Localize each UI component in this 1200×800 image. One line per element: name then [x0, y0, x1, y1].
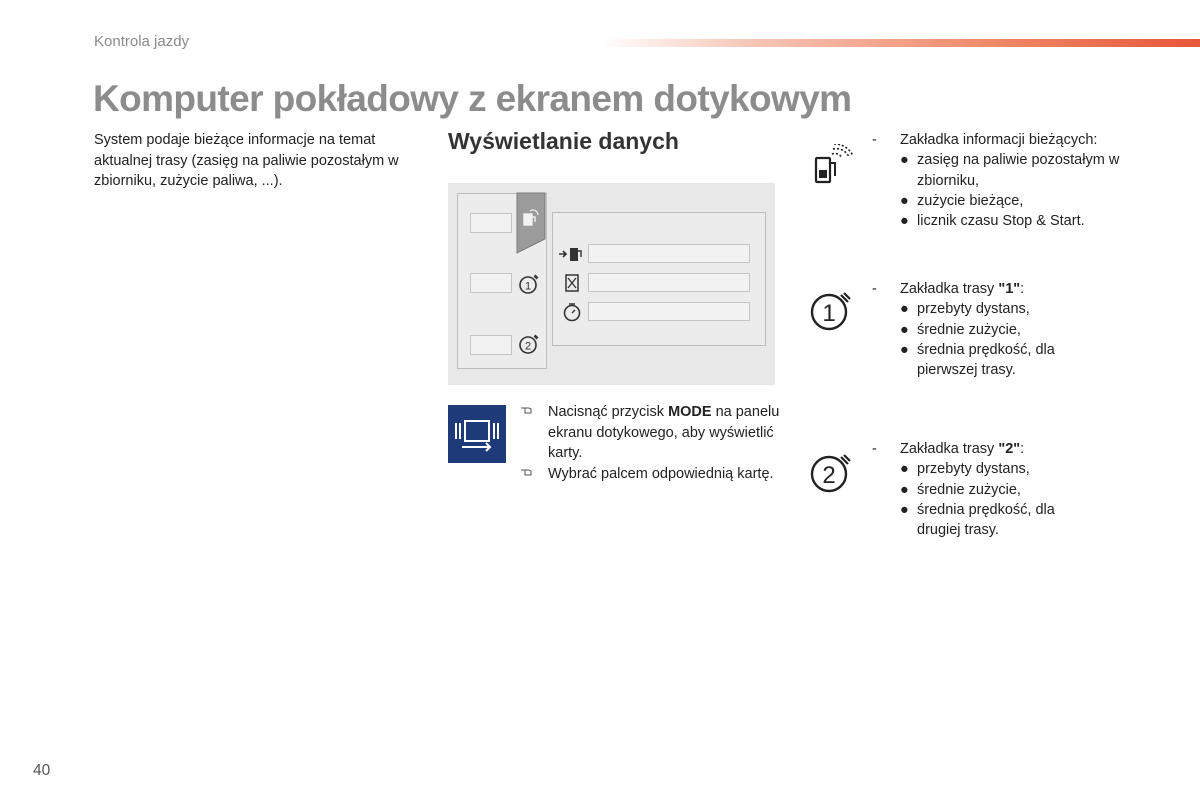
step1-text-post: na panelu ekranu dotykowego, aby wyświetlić karty. [548, 404, 780, 461]
svg-text:2: 2 [822, 462, 836, 489]
list-item-text: przebyty dystans, [917, 301, 1030, 318]
intro-text: System podaje bieżące informacje na temat aktualnej trasy (zasięg na paliwie pozostałym w zbiorniku, zużycie paliwa, ...). [94, 132, 399, 189]
instruction-step-1 [520, 402, 780, 464]
list-item-text: licznik czasu Stop & Start. [917, 213, 1085, 230]
section-header: Kontrola jazdy [94, 33, 190, 50]
list-item-text: średnie zużycie, [917, 481, 1021, 498]
info-trip2-head [872, 439, 1192, 459]
bullet-glyph: ● [900, 321, 909, 338]
svg-text:1: 1 [524, 280, 532, 293]
info-current-list [872, 150, 1192, 231]
instruction-step-2 [520, 464, 780, 485]
mode-button-icon [448, 405, 506, 463]
svg-text:1: 1 [822, 300, 836, 327]
info-current [872, 130, 1192, 231]
info-trip1-number: "1" [998, 281, 1021, 297]
svg-text:2: 2 [524, 340, 532, 353]
info-trip1-head [872, 279, 1192, 299]
touchscreen-illustration [448, 183, 775, 385]
info-trip2-title: Zakładka trasy [900, 441, 999, 457]
list-item [900, 459, 1192, 479]
list-item [900, 150, 1130, 191]
bullet-glyph: ● [900, 192, 909, 209]
fuel-pump-with-signal-icon [812, 144, 854, 186]
list-item [900, 500, 1070, 541]
bullet-glyph: ● [900, 213, 909, 230]
info-current-head [872, 130, 1192, 150]
info-trip2 [872, 439, 1192, 540]
list-item [900, 191, 1192, 211]
info-trip2-list [872, 459, 1192, 540]
page-number: 40 [33, 762, 51, 779]
info-trip2-colon: : [1020, 441, 1025, 457]
tab-box-trip2 [470, 335, 512, 355]
consumption-icon [558, 272, 586, 294]
list-item-text: średnia prędkość, dla drugiej trasy. [917, 501, 1055, 539]
header-accent-bar [600, 39, 1200, 47]
info-current-title: Zakładka informacji bieżących: [900, 132, 1098, 148]
info-trip1-title: Zakładka trasy [900, 281, 999, 297]
list-item-text: średnia prędkość, dla pierwszej trasy. [917, 341, 1055, 379]
info-trip2-number: "2" [998, 441, 1021, 457]
list-item-text: średnie zużycie, [917, 321, 1021, 338]
pointing-hand-icon [520, 465, 534, 477]
stop-start-timer-icon [558, 301, 586, 323]
fuel-range-icon [558, 243, 586, 265]
stopwatch-2-icon [810, 452, 852, 494]
instructions [520, 402, 780, 484]
info-trip1-colon: : [1020, 281, 1025, 297]
list-item-text: zużycie bieżące, [917, 192, 1024, 209]
pointing-hand-icon [520, 403, 534, 415]
active-tab-indicator [515, 191, 547, 255]
stopwatch-1-icon [810, 290, 852, 332]
bullet-glyph: ● [900, 501, 909, 518]
dash-glyph: - [872, 281, 877, 297]
info-trip1 [872, 279, 1192, 380]
list-item [900, 211, 1192, 231]
list-item [900, 340, 1080, 381]
list-item-text: zasięg na paliwie pozostałym w zbiorniku, [917, 152, 1120, 189]
mode-label: MODE [668, 404, 712, 420]
bullet-glyph: ● [900, 152, 909, 169]
field-consumption [588, 273, 750, 292]
tab-box-trip1 [470, 273, 512, 293]
tab-box-current [470, 213, 512, 233]
info-trip1-list [872, 299, 1192, 380]
step2-text: Wybrać palcem odpowiednią kartę. [548, 465, 774, 482]
bullet-glyph: ● [900, 481, 909, 498]
step1-text-pre: Nacisnąć przycisk [548, 404, 669, 420]
bullet-glyph: ● [900, 301, 909, 318]
dash-glyph: - [872, 441, 877, 457]
stopwatch-2-icon [518, 333, 540, 355]
list-item-text: przebyty dystans, [917, 461, 1030, 478]
list-item [900, 299, 1192, 319]
bullet-glyph: ● [900, 461, 909, 478]
stopwatch-1-icon [518, 273, 540, 295]
field-stop-start [588, 302, 750, 321]
display-heading: Wyświetlanie danych [448, 128, 679, 154]
page-title: Komputer pokładowy z ekranem dotykowym [93, 78, 852, 119]
bullet-glyph: ● [900, 341, 909, 358]
list-item [900, 480, 1192, 500]
dash-glyph: - [872, 132, 877, 148]
list-item [900, 320, 1192, 340]
field-range [588, 244, 750, 263]
